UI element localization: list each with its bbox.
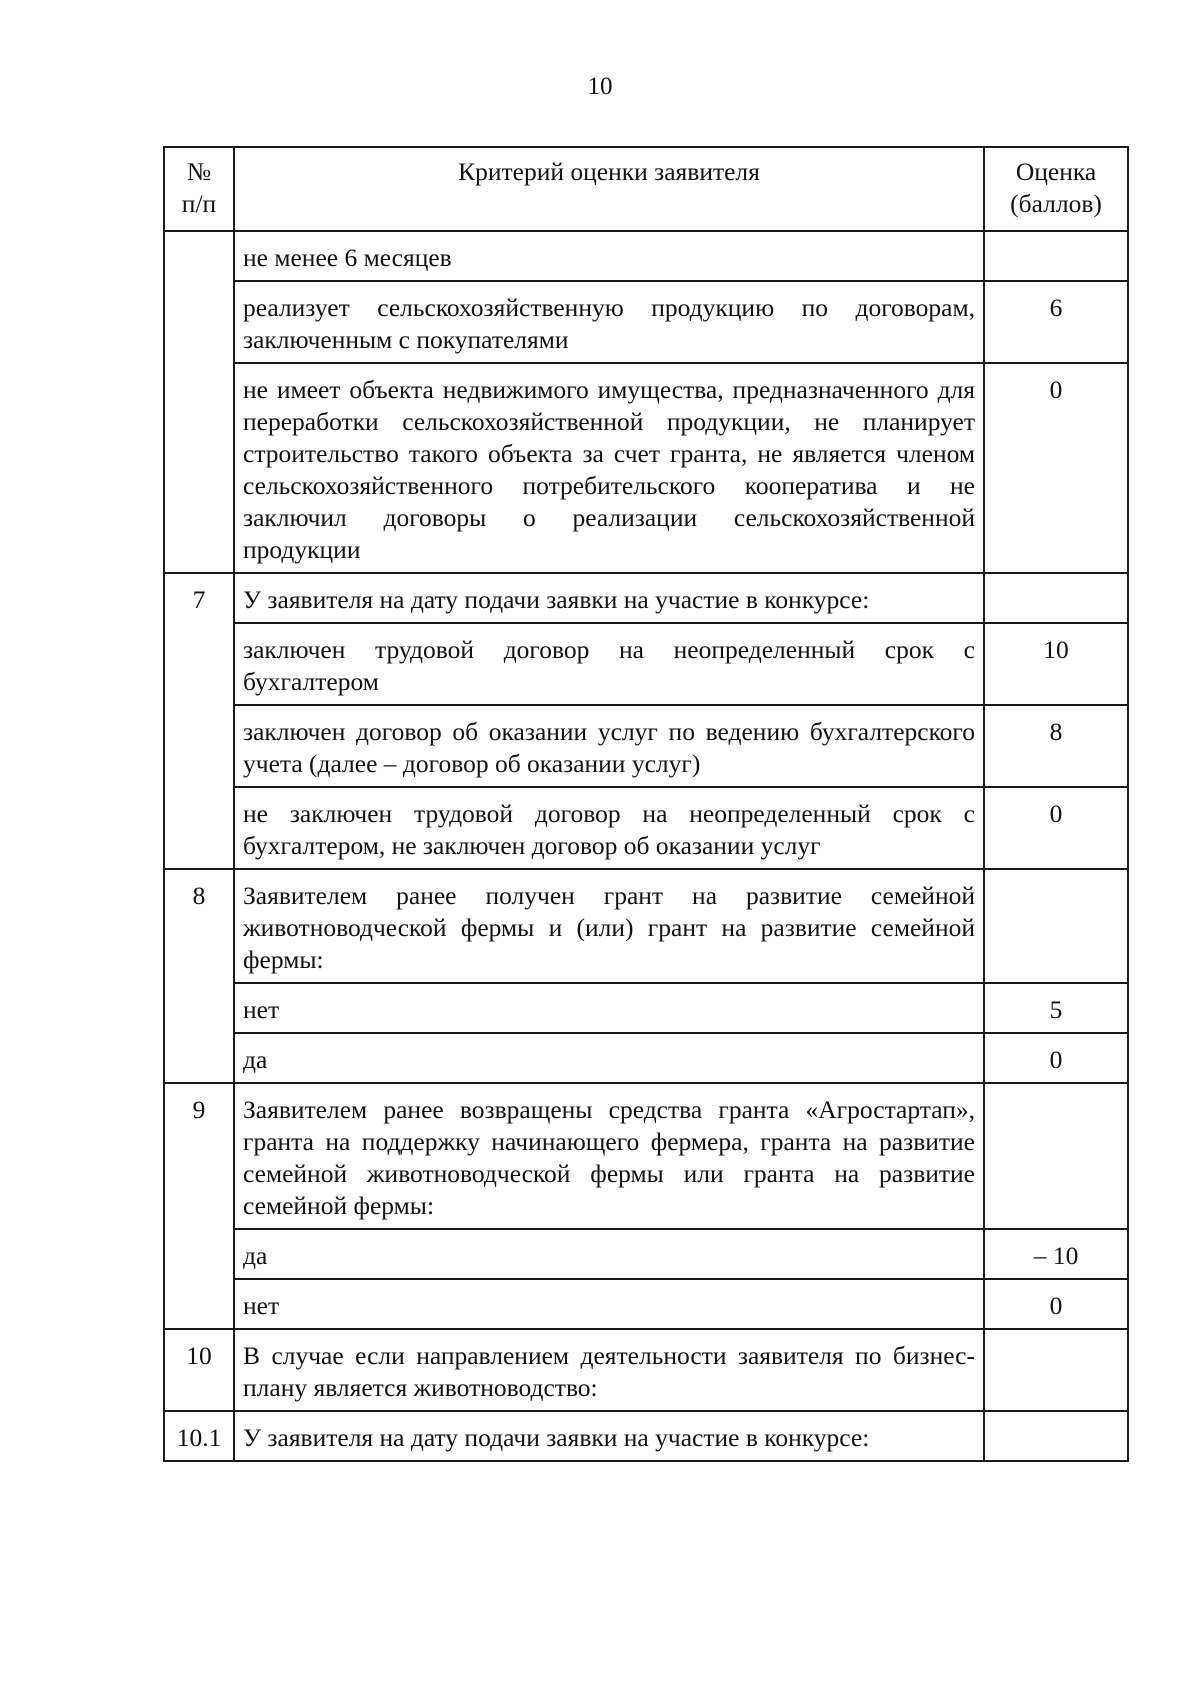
- row-score: 10: [984, 623, 1128, 705]
- row-criterion: В случае если направлением деятельности заявителя по бизнес-плану является животноводство:: [234, 1329, 984, 1411]
- row-score: 0: [984, 1279, 1128, 1329]
- row-score: 0: [984, 363, 1128, 573]
- row-criterion: реализует сельскохозяйственную продукцию по договорам, заключенным с покупателями: [234, 281, 984, 363]
- header-score: [984, 147, 1128, 231]
- row-criterion: У заявителя на дату подачи заявки на участие в конкурсе:: [234, 573, 984, 623]
- row-score: [984, 1083, 1128, 1229]
- table-row: [164, 1411, 1128, 1461]
- row-criterion: не заключен трудовой договор на неопределенный срок с бухгалтером, не заключен договор об оказании услуг: [234, 787, 984, 869]
- row-number: 7: [164, 573, 234, 869]
- table-row: [164, 363, 1128, 573]
- row-score: [984, 869, 1128, 983]
- row-number: 10.1: [164, 1411, 234, 1461]
- table-row: [164, 983, 1128, 1033]
- row-score: [984, 231, 1128, 281]
- row-score: 5: [984, 983, 1128, 1033]
- row-score: 8: [984, 705, 1128, 787]
- row-criterion: нет: [234, 1279, 984, 1329]
- row-score: 0: [984, 787, 1128, 869]
- page-number: 10: [587, 73, 613, 100]
- table-row: [164, 573, 1128, 623]
- row-criterion: Заявителем ранее возвращены средства гранта «Агростартап», гранта на поддержку начинающего фермера, гранта на развитие семейной животноводческой фермы или гранта на развитие семейной фермы:: [234, 1083, 984, 1229]
- table-row: [164, 869, 1128, 983]
- table-row: [164, 705, 1128, 787]
- header-score-line2: (баллов): [1010, 189, 1102, 218]
- header-num: [164, 147, 234, 231]
- row-score: 6: [984, 281, 1128, 363]
- row-criterion: да: [234, 1229, 984, 1279]
- table-row: [164, 281, 1128, 363]
- row-score: [984, 573, 1128, 623]
- row-criterion: не имеет объекта недвижимого имущества, предназначенного для переработки сельскохозяйственной продукции, не планирует строительство такого объекта за счет гранта, не является членом сельскохозяйственного потребительского кооператива и не заключил договоры о реализации сельскохозяйственной продукции: [234, 363, 984, 573]
- header-criterion: Критерий оценки заявителя: [234, 147, 984, 231]
- row-criterion: У заявителя на дату подачи заявки на участие в конкурсе:: [234, 1411, 984, 1461]
- row-criterion: да: [234, 1033, 984, 1083]
- table-row: [164, 1229, 1128, 1279]
- table-row: [164, 1033, 1128, 1083]
- table-row: [164, 787, 1128, 869]
- row-number: 10: [164, 1329, 234, 1411]
- table-row: [164, 623, 1128, 705]
- header-row: [164, 147, 1128, 231]
- row-score: – 10: [984, 1229, 1128, 1279]
- table-body: [164, 231, 1128, 1461]
- row-criterion: нет: [234, 983, 984, 1033]
- header-num-line1: №: [186, 157, 212, 186]
- header-num-line2: п/п: [181, 189, 217, 218]
- table-row: [164, 1083, 1128, 1229]
- row-criterion: заключен трудовой договор на неопределенный срок с бухгалтером: [234, 623, 984, 705]
- row-criterion: не менее 6 месяцев: [234, 231, 984, 281]
- table-header: [164, 147, 1128, 231]
- criteria-table: [163, 146, 1129, 1462]
- row-criterion: Заявителем ранее получен грант на развитие семейной животноводческой фермы и (или) грант на развитие семейной фермы:: [234, 869, 984, 983]
- table-row: [164, 1279, 1128, 1329]
- row-number: [164, 231, 234, 573]
- row-score: [984, 1411, 1128, 1461]
- row-criterion: заключен договор об оказании услуг по ведению бухгалтерского учета (далее – договор об оказании услуг): [234, 705, 984, 787]
- header-score-line1: Оценка: [1015, 157, 1097, 186]
- row-number: 8: [164, 869, 234, 1083]
- row-number: 9: [164, 1083, 234, 1329]
- table-row: [164, 231, 1128, 281]
- row-score: 0: [984, 1033, 1128, 1083]
- table-row: [164, 1329, 1128, 1411]
- row-score: [984, 1329, 1128, 1411]
